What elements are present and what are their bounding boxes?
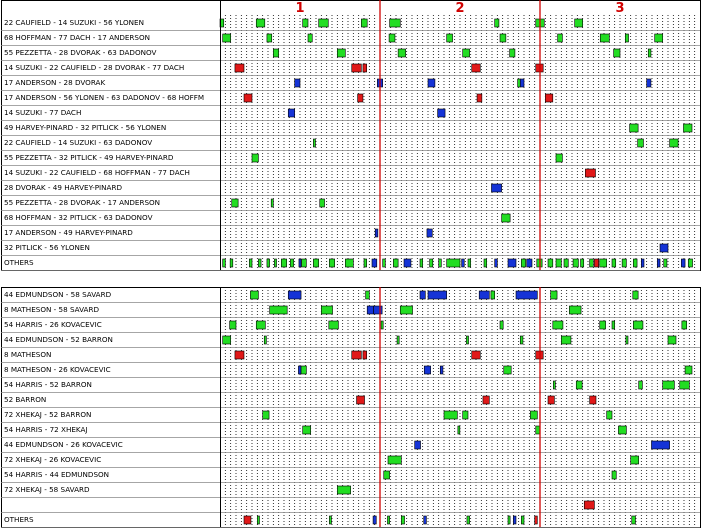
shift-bar-pp (367, 306, 373, 314)
shift-bar-even (320, 199, 325, 207)
shift-bar-even (264, 336, 266, 344)
shift-bar-pp (495, 259, 498, 267)
shift-bar-pp (641, 259, 644, 267)
shift-bar-even (271, 199, 273, 207)
shift-bar-even (510, 49, 515, 57)
shift-bar-pp (440, 366, 443, 374)
shift-bar-even (329, 259, 334, 267)
shift-bar-even (267, 259, 270, 267)
shift-bar-even (607, 411, 612, 419)
shift-bar-even (389, 34, 395, 42)
row-label: OTHERS (4, 515, 34, 524)
shift-bar-even (508, 516, 510, 524)
shift-bar-even (447, 34, 453, 42)
shift-bar-even (345, 259, 353, 267)
shift-bar-even (663, 381, 675, 389)
shift-bar-even (576, 381, 582, 389)
shift-bar-even (230, 259, 233, 267)
row-label: 72 XHEKAJ - 58 SAVARD (4, 485, 90, 494)
shift-bar-sh (584, 501, 594, 509)
shift-bar-even (290, 259, 293, 267)
shift-bar-even (633, 259, 637, 267)
row-label: 52 BARRON (4, 395, 47, 404)
row-label: 8 MATHESON - 58 SAVARD (4, 305, 99, 314)
shift-bar-even (313, 139, 315, 147)
shift-bar-even (274, 259, 276, 267)
shift-bar-even (303, 426, 311, 434)
shift-bar-even (430, 259, 433, 267)
row-label: 32 PITLICK - 56 YLONEN (4, 243, 90, 252)
row-label: 28 DVORAK - 49 HARVEY-PINARD (4, 183, 122, 192)
shift-bar-even (633, 291, 638, 299)
shift-bar-even (256, 321, 265, 329)
panel-bottom (1, 287, 701, 528)
shift-bar-even (250, 291, 258, 299)
row-label: 54 HARRIS - 72 XHEKAJ (4, 425, 88, 434)
shift-bar-even (518, 79, 521, 87)
shift-bar-even (600, 259, 607, 267)
shift-bar-sh (535, 516, 538, 524)
shift-bar-even (612, 471, 616, 479)
shift-bar-even (581, 259, 584, 267)
shift-bar-even (319, 19, 329, 27)
shift-bar-even (561, 336, 571, 344)
shift-bar-even (491, 291, 495, 299)
shift-bar-even (614, 49, 620, 57)
shift-bar-even (484, 259, 487, 267)
shift-bar-even (468, 259, 471, 267)
shift-bar-pp (288, 109, 294, 117)
shift-bar-even (626, 336, 628, 344)
shift-bar-even (590, 259, 594, 267)
shift-bar-even (384, 471, 390, 479)
shift-bar-even (600, 321, 606, 329)
shift-bar-even (521, 516, 524, 524)
shift-bar-sh (357, 396, 365, 404)
shift-bar-even (688, 259, 692, 267)
shift-bar-even (463, 411, 468, 419)
shift-bar-even (631, 456, 639, 464)
shift-bar-sh (363, 351, 367, 359)
shift-bar-pp (491, 184, 501, 192)
row-label: 55 PEZZETTA - 28 DVORAK - 17 ANDERSON (4, 198, 161, 207)
shift-bar-pp (462, 259, 465, 267)
shift-bar-even (321, 306, 332, 314)
shift-bar-even (553, 321, 563, 329)
shift-bar-even (670, 139, 679, 147)
shift-bar-even (313, 259, 318, 267)
shift-bar-pp (372, 259, 377, 267)
shift-bar-pp (375, 229, 378, 237)
shift-bar-sh (352, 64, 362, 72)
shift-bar-even (329, 516, 331, 524)
shift-bar-even (397, 336, 399, 344)
shift-bar-pp (420, 291, 425, 299)
row-label: 72 XHEKAJ - 26 KOVACEVIC (4, 455, 102, 464)
shift-bar-sh (244, 516, 251, 524)
shift-bar-even (600, 34, 609, 42)
shift-bar-pp (520, 79, 524, 87)
row-label: 17 ANDERSON - 49 HARVEY-PINARD (4, 228, 133, 237)
row-label: 68 HOFFMAN - 77 DACH - 17 ANDERSON (4, 33, 151, 42)
shift-bar-sh (358, 94, 363, 102)
shift-bar-even (612, 259, 616, 267)
shift-bar-even (390, 19, 401, 27)
shift-bar-even (387, 516, 389, 524)
shift-bar-even (458, 426, 460, 434)
shift-bar-even (632, 516, 636, 524)
shift-bar-even (569, 306, 581, 314)
shift-bar-pp (508, 259, 516, 267)
shift-bar-even (564, 259, 568, 267)
shift-bar-even (420, 259, 423, 267)
shift-bar-even (257, 516, 259, 524)
shift-bar-pp (427, 229, 432, 237)
shift-bar-even (337, 486, 350, 494)
row-label: 8 MATHESON - 26 KOVACEVIC (4, 365, 111, 374)
shift-bar-even (633, 321, 643, 329)
shift-bar-pp (404, 259, 411, 267)
shift-bar-even (680, 381, 690, 389)
shift-bar-even (249, 259, 252, 267)
shift-bar-even (573, 259, 578, 267)
shift-bar-even (364, 259, 367, 267)
row-label: 44 EDMUNDSON - 58 SAVARD (4, 290, 112, 299)
row-label: 68 HOFFMAN - 32 PITLICK - 63 DADONOV (4, 213, 153, 222)
shift-bar-even (622, 259, 626, 267)
shift-bar-even (383, 259, 386, 267)
shift-bar-even (625, 34, 628, 42)
shift-bar-even (381, 321, 383, 329)
row-label: 72 XHEKAJ - 52 BARRON (4, 410, 92, 419)
shift-bar-even (504, 366, 511, 374)
shift-bar-sh (363, 64, 367, 72)
shift-bar-even (230, 321, 236, 329)
row-label: 14 SUZUKI - 22 CAUFIELD - 68 HOFFMAN - 77 DACH (4, 168, 190, 177)
shift-bar-even (551, 291, 557, 299)
shift-bar-even (682, 321, 687, 329)
shift-bar-pp (424, 516, 427, 524)
row-label: 49 HARVEY-PINARD - 32 PITLICK - 56 YLONEN (4, 123, 167, 132)
shift-bar-pp (288, 291, 301, 299)
shift-bar-even (281, 259, 286, 267)
shift-bar-pp (299, 259, 301, 267)
shift-bar-even (447, 259, 460, 267)
row-label: 55 PEZZETTA - 28 DVORAK - 63 DADONOV (4, 48, 157, 57)
shift-bar-even (558, 34, 563, 42)
shift-bar-even (630, 124, 639, 132)
shift-bar-pp (660, 244, 668, 252)
shift-bar-even (329, 321, 339, 329)
shift-bar-sh (590, 396, 596, 404)
shift-bar-even (263, 411, 269, 419)
shift-bar-sh (235, 64, 244, 72)
shift-bar-even (655, 34, 663, 42)
row-label: 55 PEZZETTA - 32 PITLICK - 49 HARVEY-PINARD (4, 153, 174, 162)
shift-bar-pp (424, 366, 430, 374)
shift-bar-even (303, 19, 308, 27)
shift-bar-even (664, 259, 667, 267)
shift-bar-even (575, 19, 583, 27)
shift-bar-even (398, 49, 405, 57)
shift-bar-even (463, 49, 470, 57)
shift-bar-sh (585, 169, 595, 177)
shift-bar-sh (472, 64, 481, 72)
shift-bar-even (252, 154, 258, 162)
shift-bar-even (612, 321, 615, 329)
shift-bar-sh (235, 351, 244, 359)
shift-bar-even (308, 34, 312, 42)
shift-bar-even (685, 366, 692, 374)
shift-bar-sh (244, 94, 252, 102)
shift-bar-pp (516, 291, 537, 299)
shift-bar-pp (373, 516, 376, 524)
shift-bar-even (444, 411, 457, 419)
shift-bar-even (256, 19, 265, 27)
row-label: 44 EDMUNDSON - 26 KOVACEVIC (4, 440, 123, 449)
shift-bar-pp (647, 79, 651, 87)
shift-bar-pp (428, 291, 447, 299)
shift-bar-even (668, 336, 676, 344)
shift-bar-even (439, 259, 442, 267)
shift-bar-even (500, 34, 506, 42)
shift-bar-even (361, 19, 367, 27)
shift-bar-even (556, 154, 562, 162)
shift-bar-even (502, 214, 511, 222)
shift-bar-pp (374, 306, 383, 314)
shift-bar-pp (479, 291, 489, 299)
shift-bar-pp (657, 259, 660, 267)
shift-bar-even (639, 381, 643, 389)
shift-bar-even (273, 49, 278, 57)
shift-bar-even (683, 124, 692, 132)
shift-bar-pp (298, 366, 301, 374)
row-label: OTHERS (4, 258, 34, 267)
shift-bar-even (638, 139, 644, 147)
shift-bar-even (400, 306, 412, 314)
shift-bar-sh (483, 396, 489, 404)
row-label: 14 SUZUKI - 22 CAUFIELD - 28 DVORAK - 77 DACH (4, 63, 185, 72)
row-label: 17 ANDERSON - 56 YLONEN - 63 DADONOV - 68 HOFFM (4, 93, 205, 102)
period-label: 1 (295, 1, 305, 16)
shift-bar-pp (527, 259, 532, 267)
shift-bar-even (366, 291, 370, 299)
shift-bar-even (521, 259, 525, 267)
shift-bar-pp (428, 79, 435, 87)
shift-bar-sh (548, 396, 554, 404)
shift-bar-even (495, 19, 499, 27)
shift-bar-even (648, 49, 651, 57)
row-label: 54 HARRIS - 52 BARRON (4, 380, 92, 389)
shift-bar-even (301, 366, 306, 374)
shift-bar-even (223, 259, 226, 267)
shift-bar-sh (477, 94, 482, 102)
shift-bar-pp (513, 516, 516, 524)
shift-bar-pp (651, 441, 669, 449)
shift-bar-even (388, 456, 401, 464)
shift-bar-even (556, 259, 561, 267)
shift-bar-pp (415, 441, 421, 449)
shift-bar-even (530, 411, 537, 419)
shift-bar-even (520, 336, 523, 344)
shift-bar-even (258, 259, 261, 267)
shift-bar-even (553, 381, 555, 389)
shift-bar-even (223, 34, 231, 42)
shift-bar-even (232, 199, 238, 207)
shift-bar-even (337, 49, 345, 57)
shift-bar-even (267, 34, 272, 42)
row-label: 17 ANDERSON - 28 DVORAK (4, 78, 106, 87)
row-label: 8 MATHESON (4, 350, 52, 359)
shift-bar-even (466, 336, 468, 344)
shift-bar-sh (472, 351, 481, 359)
shift-bar-even (223, 336, 231, 344)
row-label: 44 EDMUNDSON - 52 BARRON (4, 335, 113, 344)
shift-bar-pp (295, 79, 300, 87)
shift-bar-even (401, 516, 404, 524)
shift-bar-even (548, 259, 553, 267)
period-label: 3 (615, 1, 625, 16)
shift-bar-sh (352, 351, 362, 359)
row-label: 14 SUZUKI - 77 DACH (4, 108, 82, 117)
row-label: 54 HARRIS - 44 EDMUNDSON (4, 470, 110, 479)
shift-bar-even (270, 306, 288, 314)
shift-bar-even (467, 516, 470, 524)
panel-top (1, 0, 701, 271)
shift-bar-even (302, 259, 307, 267)
row-label: 22 CAUFIELD - 14 SUZUKI - 56 YLONEN (4, 18, 144, 27)
shift-bar-pp (438, 109, 445, 117)
shift-bar-even (500, 321, 503, 329)
shift-bar-even (618, 426, 626, 434)
period-label: 2 (455, 1, 465, 16)
shift-bar-pp (681, 259, 685, 267)
row-label: 54 HARRIS - 26 KOVACEVIC (4, 320, 102, 329)
shift-bar-sh (594, 259, 598, 267)
shift-bar-even (393, 259, 398, 267)
shift-bar-sh (545, 94, 552, 102)
row-label: 22 CAUFIELD - 14 SUZUKI - 63 DADONOV (4, 138, 153, 147)
